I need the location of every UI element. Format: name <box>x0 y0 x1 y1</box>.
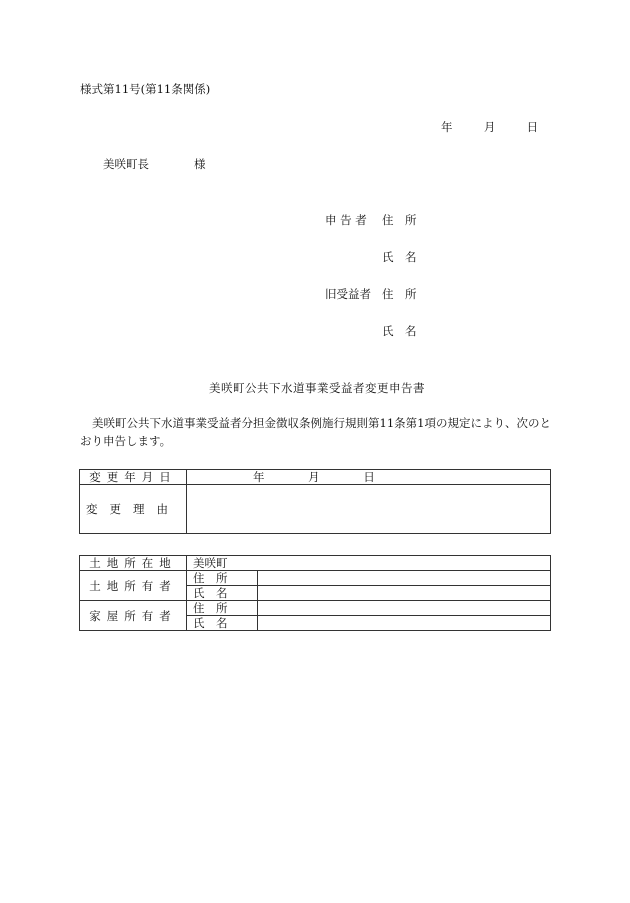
declarant-name-row <box>0 249 630 269</box>
declarant-address-row <box>0 212 630 232</box>
body-text: 美咲町公共下水道事業受益者分担金徴収条例施行規則第11条第1項の規定により、次のとおり申告します。 <box>80 416 551 448</box>
change-month-label: 月 <box>308 470 320 484</box>
year-label: 年 <box>441 120 453 134</box>
honorific: 様 <box>194 157 206 171</box>
change-year-label: 年 <box>253 470 265 484</box>
change-date-field[interactable] <box>187 470 551 485</box>
previous-beneficiary-address-row <box>0 286 630 306</box>
change-table <box>79 469 551 534</box>
addressee <box>103 156 206 172</box>
previous-beneficiary-address-label: 住 所 <box>382 287 417 301</box>
month-label: 月 <box>483 120 496 134</box>
house-owner-label: 家屋所有者 <box>80 601 187 631</box>
house-owner-address-field[interactable] <box>258 601 551 616</box>
declarant-name-label: 氏 名 <box>382 250 417 264</box>
land-owner-address-label: 住 所 <box>187 571 258 586</box>
previous-beneficiary-name-row <box>0 323 630 343</box>
land-owner-address-field[interactable] <box>258 571 551 586</box>
property-table <box>79 555 551 631</box>
declarant-label: 申 告 者 <box>325 213 367 227</box>
land-owner-label: 土地所有者 <box>80 571 187 601</box>
land-owner-name-field[interactable] <box>258 586 551 601</box>
land-owner-name-label: 氏 名 <box>187 586 258 601</box>
submission-date <box>441 119 538 135</box>
previous-beneficiary-name-label: 氏 名 <box>382 324 417 338</box>
document-title: 美咲町公共下水道事業受益者変更申告書 <box>209 381 425 395</box>
day-label: 日 <box>526 120 539 134</box>
form-number: 様式第11号(第11条関係) <box>80 82 211 96</box>
land-location-field[interactable]: 美咲町 <box>187 556 551 571</box>
change-day-label: 日 <box>363 470 375 484</box>
change-reason-label: 変更理由 <box>80 485 187 534</box>
addressee-name: 美咲町長 <box>103 157 149 171</box>
land-location-label: 土地所在地 <box>80 556 187 571</box>
body-paragraph <box>80 414 552 450</box>
house-owner-address-label: 住 所 <box>187 601 258 616</box>
change-date-label: 変更年月日 <box>80 470 187 485</box>
previous-beneficiary-label: 旧受益者 <box>325 287 371 301</box>
house-owner-name-field[interactable] <box>258 616 551 631</box>
change-reason-field[interactable] <box>187 485 551 534</box>
house-owner-name-label: 氏 名 <box>187 616 258 631</box>
declarant-address-label: 住 所 <box>382 213 417 227</box>
